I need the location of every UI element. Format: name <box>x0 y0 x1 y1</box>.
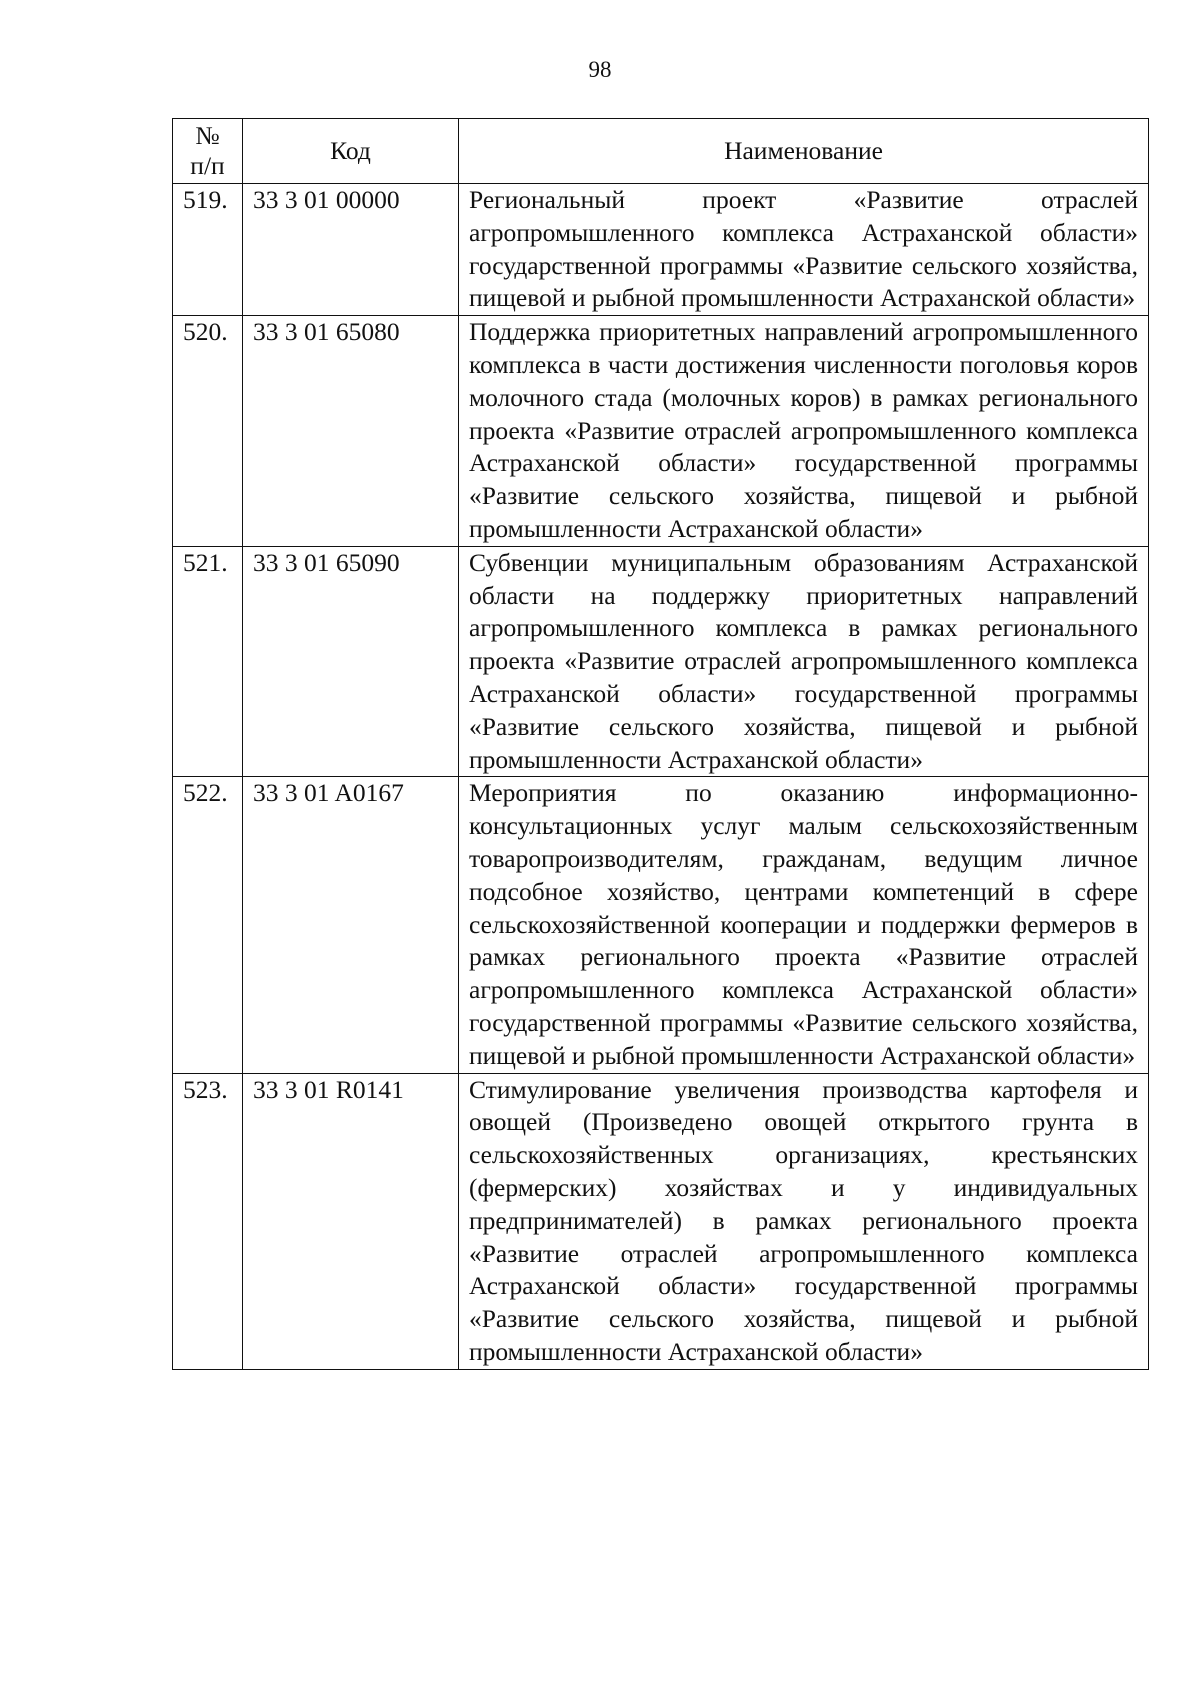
row-code: 33 3 01 R0141 <box>243 1073 459 1369</box>
header-code: Код <box>243 119 459 184</box>
row-code: 33 3 01 65090 <box>243 546 459 777</box>
row-name: Стимулирование увеличения производства картофеля и овощей (Произведено овощей открытого грунта в сельскохозяйственных организациях, крестьянских (фермерских) хозяйствах и у индивидуальных предпринимателей) в рамках регионального проекта «Развитие отраслей агропромышленного комплекса Астраханской области» государственной программы «Развитие сельского хозяйства, пищевой и рыбной промышленности Астраханской области» <box>459 1073 1149 1369</box>
row-number: 523. <box>173 1073 243 1369</box>
table-row <box>173 546 1149 777</box>
header-number-abbr: п/п <box>190 151 225 180</box>
table-row <box>173 184 1149 316</box>
page-number: 98 <box>588 57 612 82</box>
table-row <box>173 777 1149 1073</box>
row-name: Региональный проект «Развитие отраслей агропромышленного комплекса Астраханской области» государственной программы «Развитие сельского хозяйства, пищевой и рыбной промышленности Астраханской области» <box>459 184 1149 316</box>
row-code: 33 3 01 65080 <box>243 316 459 547</box>
row-number: 520. <box>173 316 243 547</box>
budget-classification-table <box>172 118 1149 1370</box>
row-name: Мероприятия по оказанию информационно-консультационных услуг малым сельскохозяйственным товаропроизводителям, гражданам, ведущим личное подсобное хозяйство, центрами компетенций в сфере сельскохозяйственной кооперации и поддержки фермеров в рамках регионального проекта «Развитие отраслей агропромышленного комплекса Астраханской области» государственной программы «Развитие сельского хозяйства, пищевой и рыбной промышленности Астраханской области» <box>459 777 1149 1073</box>
row-number: 521. <box>173 546 243 777</box>
header-number-symbol: № <box>195 121 220 150</box>
table-row <box>173 1073 1149 1369</box>
row-code: 33 3 01 00000 <box>243 184 459 316</box>
header-name: Наименование <box>459 119 1149 184</box>
row-number: 519. <box>173 184 243 316</box>
table-row <box>173 316 1149 547</box>
table-header-row <box>173 119 1149 184</box>
row-name: Поддержка приоритетных направлений агропромышленного комплекса в части достижения численности поголовья коров молочного стада (молочных коров) в рамках регионального проекта «Развитие отраслей агропромышленного комплекса Астраханской области» государственной программы «Развитие сельского хозяйства, пищевой и рыбной промышленности Астраханской области» <box>459 316 1149 547</box>
header-number <box>173 119 243 184</box>
row-code: 33 3 01 A0167 <box>243 777 459 1073</box>
row-name: Субвенции муниципальным образованиям Астраханской области на поддержку приоритетных направлений агропромышленного комплекса в рамках регионального проекта «Развитие отраслей агропромышленного комплекса Астраханской области» государственной программы «Развитие сельского хозяйства, пищевой и рыбной промышленности Астраханской области» <box>459 546 1149 777</box>
row-number: 522. <box>173 777 243 1073</box>
